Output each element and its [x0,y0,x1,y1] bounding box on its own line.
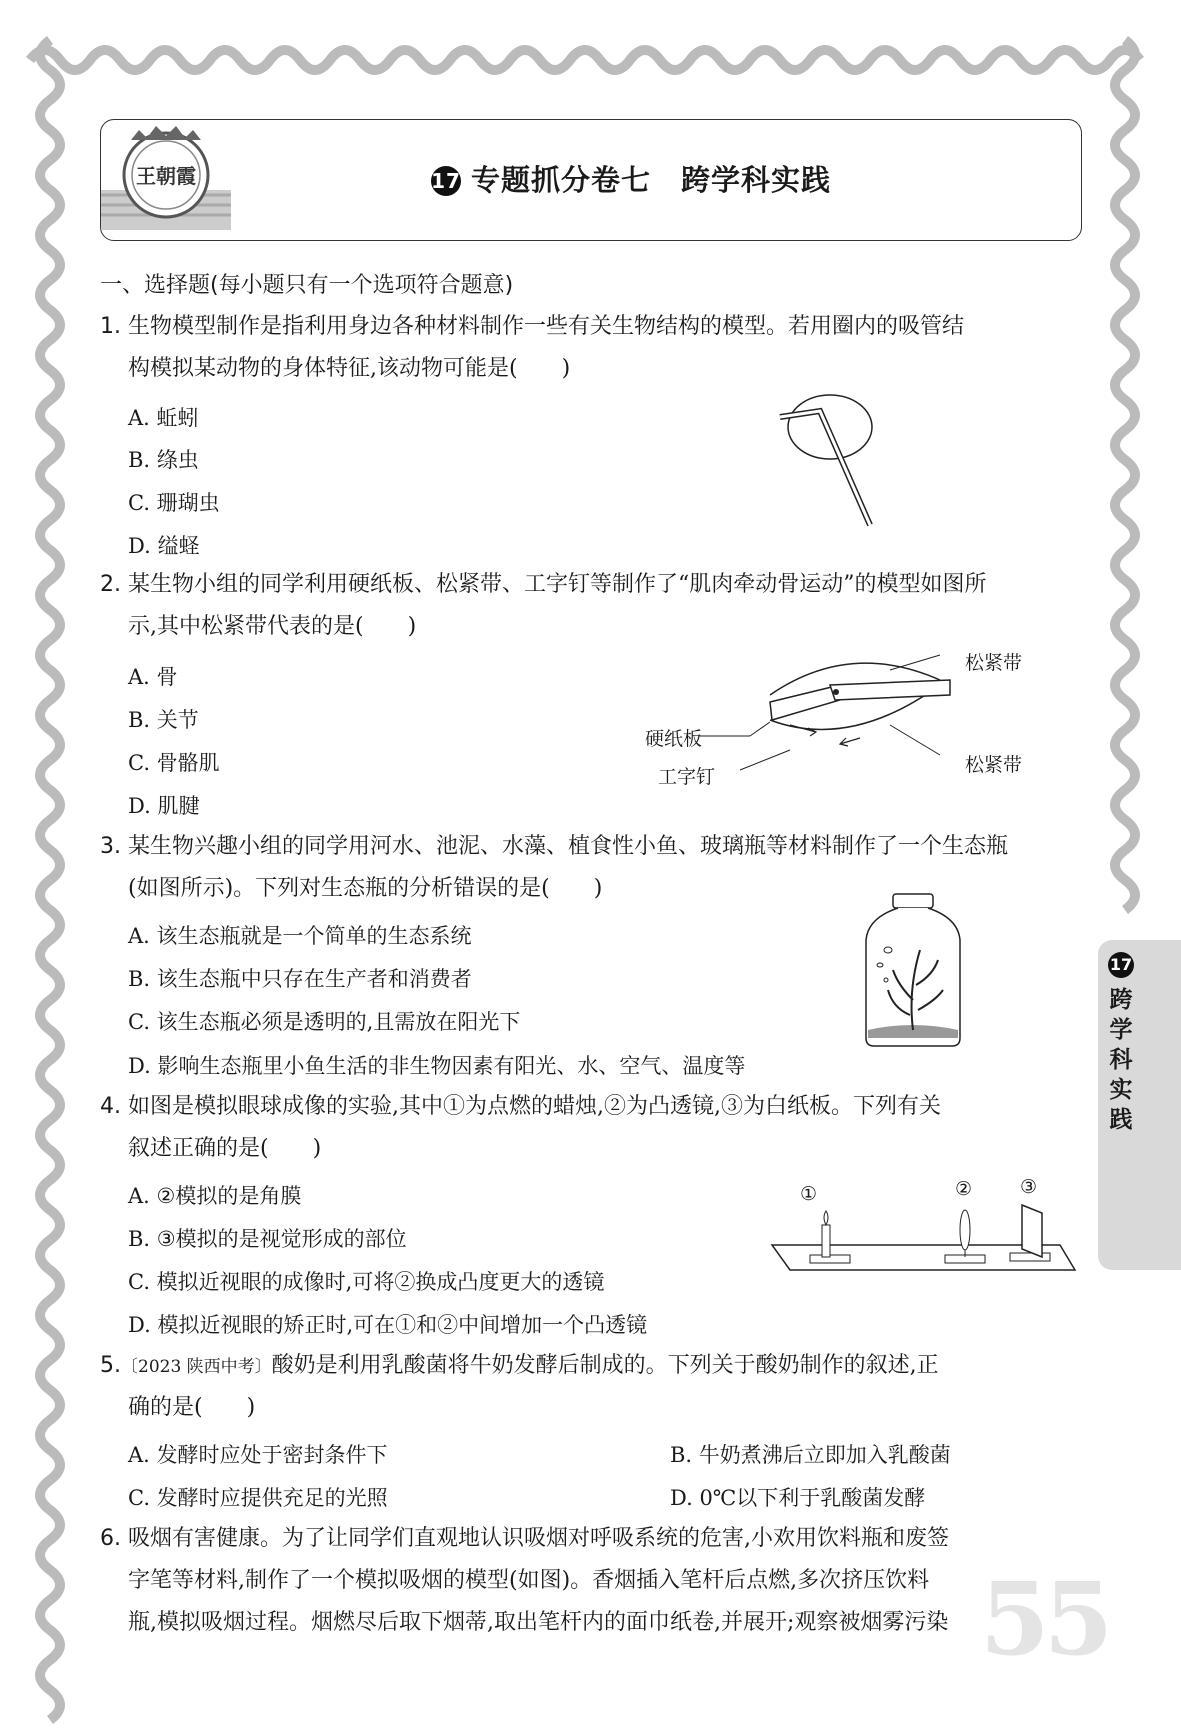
logo [101,120,231,240]
header-banner [100,119,1082,241]
question-3-number: 3. [100,834,121,859]
question-2-line-1 [100,564,987,606]
question-2-number: 2. [100,572,121,597]
question-1-text-1: 生物模型制作是指利用身边各种材料制作一些有关生物结构的模型。若用圈内的吸管结 [128,314,965,339]
question-6-line-2: 字笔等材料,制作了一个模拟吸烟的模型(如图)。香烟插入笔杆后点燃,多次挤压饮料 [128,1568,930,1593]
question-1-number: 1. [100,314,121,339]
title-text: 专题抓分卷七 跨学科实践 [471,163,832,197]
q2-option-b[interactable]: B. 关节 [128,708,199,732]
q4-option-b[interactable]: B. ③模拟的是视觉形成的部位 [128,1227,407,1251]
question-5-line-2: 确的是( ) [128,1395,256,1420]
fig2-label-board: 硬纸板 [645,728,703,750]
title-badge: 17 [431,166,461,196]
question-6-line-1 [100,1518,949,1560]
question-3-line-1 [100,826,1008,868]
question-4-number: 4. [100,1094,121,1119]
question-5-text-1: 酸奶是利用乳酸菌将牛奶发酵后制成的。下列关于酸奶制作的叙述,正 [271,1353,939,1378]
q2-option-c[interactable]: C. 骨骼肌 [128,751,220,775]
q5-option-d[interactable]: D. 0℃以下利于乳酸菌发酵 [670,1486,926,1510]
section-title: 一、选择题(每小题只有一个选项符合题意) [100,273,514,298]
q3-option-b[interactable]: B. 该生态瓶中只存在生产者和消费者 [128,967,472,991]
question-6-number: 6. [100,1526,121,1551]
q3-option-a[interactable]: A. 该生态瓶就是一个简单的生态系统 [128,924,472,948]
question-5-number: 5. [100,1353,121,1378]
q5-option-b[interactable]: B. 牛奶煮沸后立即加入乳酸菌 [670,1443,951,1467]
q4-option-c[interactable]: C. 模拟近视眼的成像时,可将②换成凸度更大的透镜 [128,1270,605,1294]
question-4-line-2: 叙述正确的是( ) [128,1136,322,1161]
q5-option-a[interactable]: A. 发酵时应处于密封条件下 [128,1443,388,1467]
fig4-label-candle: ① [800,1183,818,1205]
side-tab-text: 跨学科实践 [1109,987,1133,1133]
question-3-text-1: 某生物兴趣小组的同学用河水、池泥、水藻、植食性小鱼、玻璃瓶等材料制作了一个生态瓶 [128,834,1009,859]
question-4-text-1: 如图是模拟眼球成像的实验,其中①为点燃的蜡烛,②为凸透镜,③为白纸板。下列有关 [128,1094,941,1119]
page-title [431,158,831,199]
question-3-line-2: (如图所示)。下列对生态瓶的分析错误的是( ) [128,876,603,901]
q3-option-c[interactable]: C. 该生态瓶必须是透明的,且需放在阳光下 [128,1010,521,1034]
fig2-label-pin: 工字钉 [658,766,716,788]
question-2-line-2: 示,其中松紧带代表的是( ) [128,614,417,639]
q2-option-d[interactable]: D. 肌腱 [128,794,200,818]
q1-option-c[interactable]: C. 珊瑚虫 [128,491,220,515]
straw-figure [770,395,910,535]
muscle-model-figure [740,640,970,760]
q2-option-a[interactable]: A. 骨 [128,665,178,689]
question-1-line-2: 构模拟某动物的身体特征,该动物可能是( ) [128,356,571,381]
fig2-label-band-bottom: 松紧带 [965,754,1023,776]
question-6-line-3: 瓶,模拟吸烟过程。烟燃尽后取下烟蒂,取出笔杆内的面巾纸卷,并展开;观察被烟雾污染 [128,1610,949,1635]
fig4-label-board: ③ [1020,1176,1038,1198]
fig2-label-band-top: 松紧带 [965,652,1023,674]
q4-option-d[interactable]: D. 模拟近视眼的矫正时,可在①和②中间增加一个凸透镜 [128,1313,648,1337]
question-5-source: 〔2023 陕西中考〕 [121,1357,272,1377]
q1-option-d[interactable]: D. 缢蛏 [128,534,200,558]
svg-text:王朝霞: 王朝霞 [136,164,196,188]
question-2-text-1: 某生物小组的同学利用硬纸板、松紧带、工字钉等制作了“肌肉牵动骨运动”的模型如图所 [128,572,987,597]
page-number: 55 [980,1560,1108,1678]
side-tab-badge: 17 [1108,952,1134,978]
question-6-text-1: 吸烟有害健康。为了让同学们直观地认识吸烟对呼吸系统的危害,小欢用饮料瓶和废签 [128,1526,949,1551]
question-5-line-1 [100,1345,939,1388]
question-4-line-1 [100,1086,941,1128]
q4-option-a[interactable]: A. ②模拟的是角膜 [128,1184,302,1208]
fig4-label-lens: ② [955,1178,973,1200]
question-1-line-1 [100,306,964,348]
q1-option-b[interactable]: B. 绦虫 [128,448,199,472]
eco-bottle-figure [858,890,968,1050]
q1-option-a[interactable]: A. 蚯蚓 [128,406,199,430]
q3-option-d[interactable]: D. 影响生态瓶里小鱼生活的非生物因素有阳光、水、空气、温度等 [128,1054,746,1078]
q5-option-c[interactable]: C. 发酵时应提供充足的光照 [128,1486,388,1510]
